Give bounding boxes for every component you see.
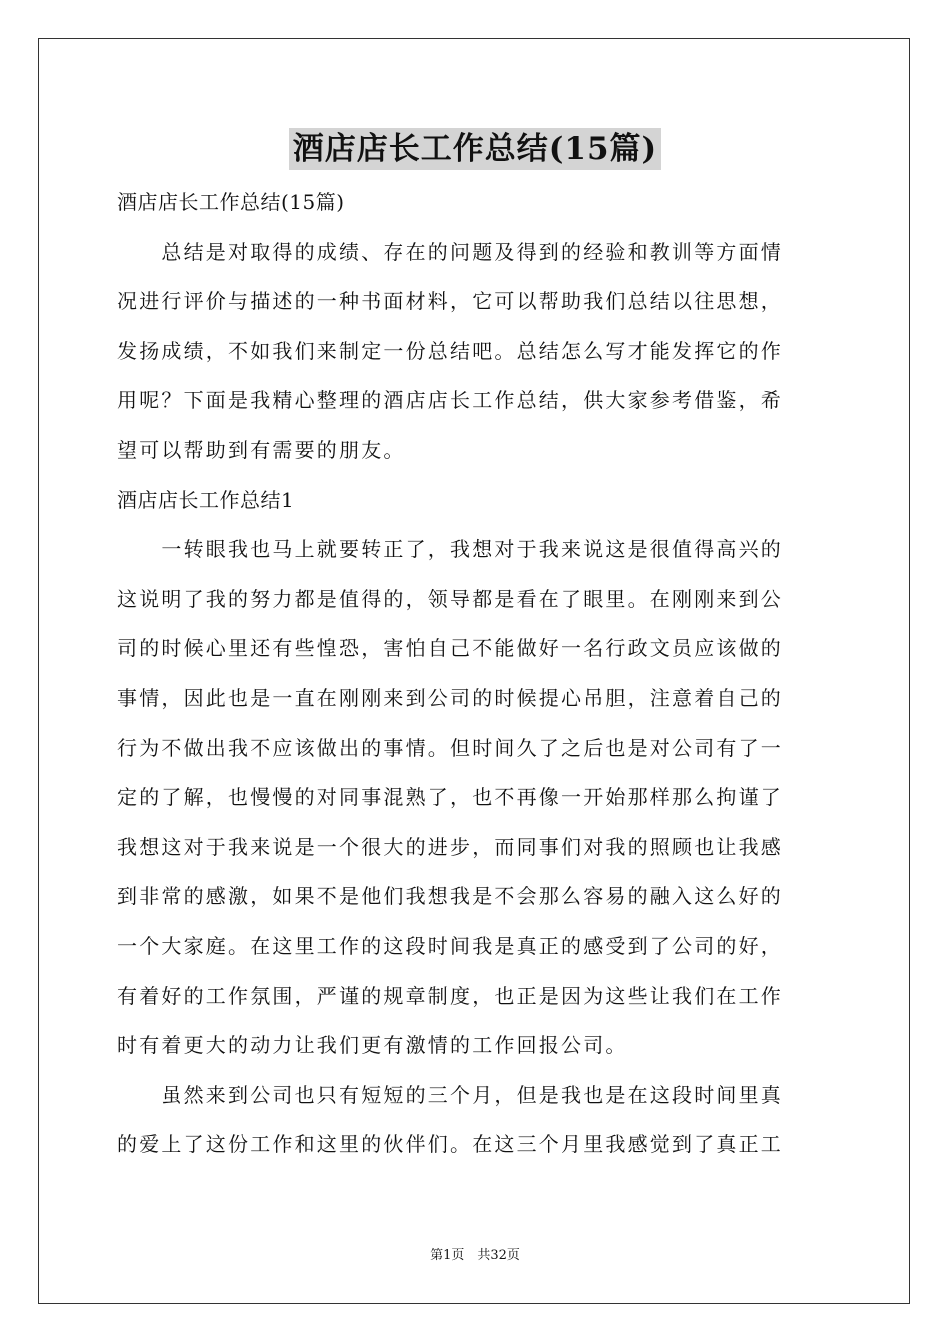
body-line: 的爱上了这份工作和这里的伙伴们。在这三个月里我感觉到了真正工	[117, 1132, 783, 1157]
document-body	[117, 178, 833, 1170]
body-line: 时有着更大的动力让我们更有激情的工作回报公司。	[117, 1033, 628, 1058]
body-line: 一转眼我也马上就要转正了，我想对于我来说这是很值得高兴的	[117, 537, 783, 562]
document-title-container	[0, 128, 950, 170]
intro-line: 发扬成绩，不如我们来制定一份总结吧。总结怎么写才能发挥它的作	[117, 338, 783, 363]
body-line: 一个大家庭。在这里工作的这段时间我是真正的感受到了公司的好，	[117, 933, 783, 958]
intro-line: 望可以帮助到有需要的朋友。	[117, 437, 406, 462]
body-line: 事情，因此也是一直在刚刚来到公司的时候提心吊胆，注意着自己的	[117, 685, 783, 710]
document-title: 酒店店长工作总结(15篇)	[289, 128, 661, 170]
intro-line: 用呢？下面是我精心整理的酒店店长工作总结，供大家参考借鉴，希	[117, 388, 783, 413]
page-number: 第1页 共32页	[430, 1248, 520, 1263]
body-line: 司的时候心里还有些惶恐，害怕自己不能做好一名行政文员应该做的	[117, 636, 783, 661]
intro-line: 总结是对取得的成绩、存在的问题及得到的经验和教训等方面情	[117, 239, 783, 264]
body-line: 定的了解，也慢慢的对同事混熟了，也不再像一开始那样那么拘谨了	[117, 785, 783, 810]
body-line: 到非常的感激，如果不是他们我想我是不会那么容易的融入这么好的	[117, 884, 783, 909]
body-line: 有着好的工作氛围，严谨的规章制度，也正是因为这些让我们在工作	[117, 983, 783, 1008]
body-line: 虽然来到公司也只有短短的三个月，但是我也是在这段时间里真	[117, 1082, 783, 1107]
intro-line: 况进行评价与描述的一种书面材料，它可以帮助我们总结以往思想，	[117, 289, 783, 314]
body-line: 我想这对于我来说是一个很大的进步，而同事们对我的照顾也让我感	[117, 834, 783, 859]
section-heading: 酒店店长工作总结1	[117, 487, 295, 512]
body-line: 这说明了我的努力都是值得的，领导都是看在了眼里。在刚刚来到公	[117, 586, 783, 611]
subtitle: 酒店店长工作总结(15篇)	[117, 190, 345, 214]
body-line: 行为不做出我不应该做出的事情。但时间久了之后也是对公司有了一	[117, 735, 783, 760]
